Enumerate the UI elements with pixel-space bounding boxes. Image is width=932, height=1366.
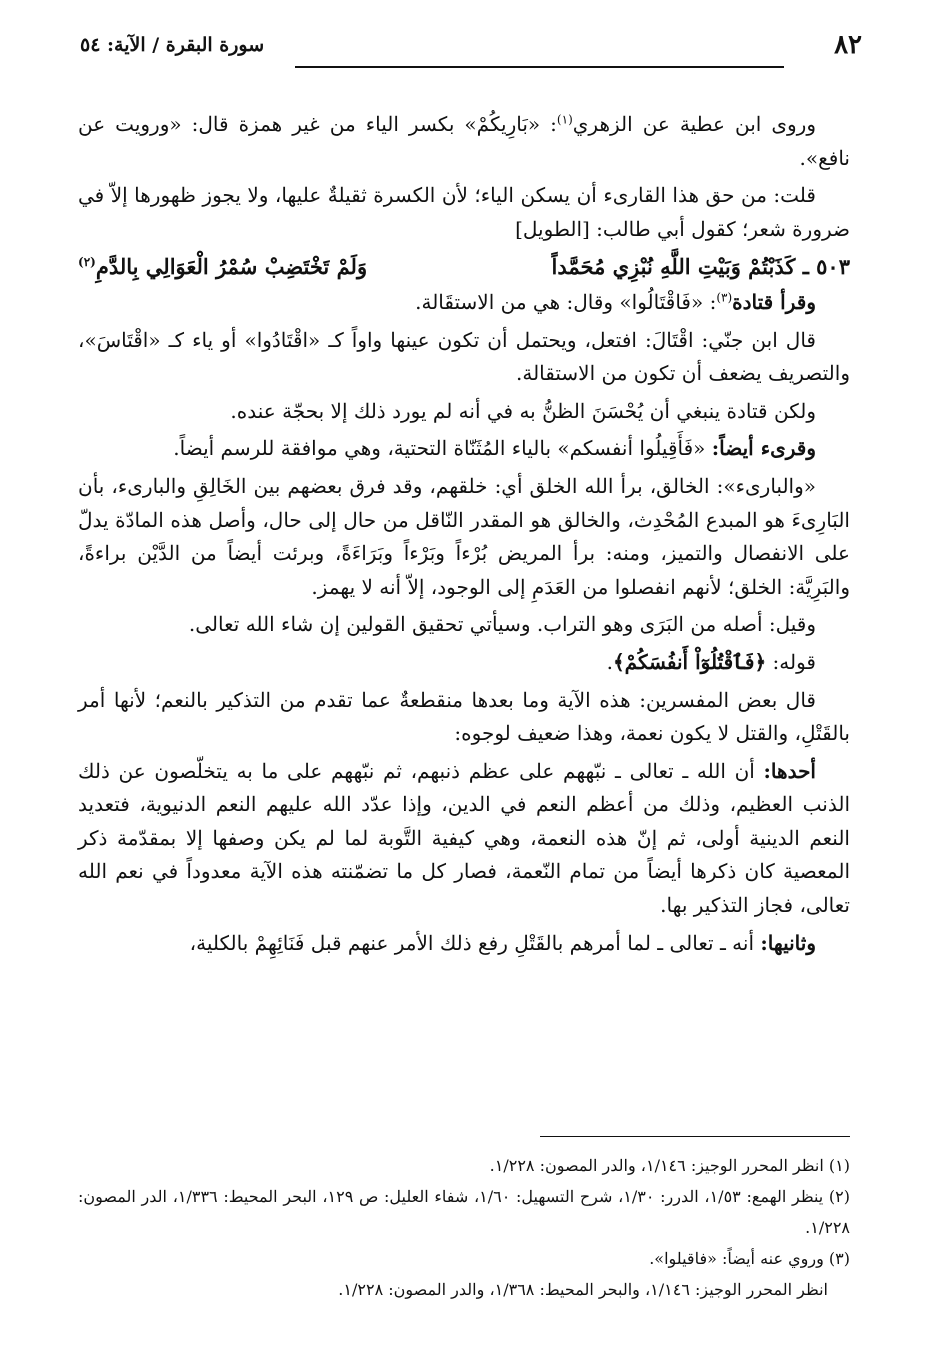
- running-title: سورة البقرة / الآية: ٥٤: [80, 34, 265, 56]
- paragraph: [78, 646, 850, 680]
- paragraph: [78, 286, 850, 320]
- footnote-ref: (٢): [78, 255, 96, 270]
- text: .: [606, 649, 613, 674]
- paragraph: وقيل: أصله من البَرَى وهو التراب. وسيأتي تحقيق القولين إن شاء الله تعالى.: [188, 612, 816, 637]
- verse-number: ٥٠٣ ـ: [802, 254, 850, 280]
- paragraph: قال بعض المفسرين: هذه الآية وما بعدها منقطعةٌ عما تقدم من التذكير بالنعم؛ لأنها أمر بالقَتْلِ، والقتل لا يكون نعمة، وهذا ضعيف لوجوه:: [78, 687, 850, 746]
- verse-first-hemistich: [552, 250, 850, 284]
- paragraph: «والبارىء»: الخالق، برأ الله الخلق أي: خلقهم، وقد فرق بعضهم بين الخَالِقِ والبارىء، بأن البَارِىءَ هو المبدع المُحْدِث، والخالق هو المقدر النّاقل من حال إلى حال، وأصل هذه المادّة يدلّ على الانفصال والتميز، ومنه: برأ المريض بُرْءاً وبَرْءاً وبَرَاءَةً، وبرئت أيضاً من الدَّيْن براءةً، والبَرِيَّة: الخلق؛ لأنهم انفصلوا من العَدَمِ إلى الوجود، إلاّ أنه لا يهمز.: [78, 473, 850, 599]
- text: : «بَارِيكُمْ» بكسر الياء من غير همزة قال: «ورويت عن نافع».: [78, 112, 850, 170]
- text: أنه ـ تعالى ـ لما أمرهم بالقَتْلِ رفع ذلك الأمر عنهم قبل فَنَائِهِمْ بالكلية،: [189, 930, 761, 955]
- footnote-continuation: انظر المحرر الوجيز: ١/١٤٦، والبحر المحيط: ١/٣٦٨، والدر المصون: ١/٢٢٨.: [338, 1280, 828, 1299]
- poetry-verse: [78, 250, 850, 284]
- paragraph: [78, 432, 850, 466]
- paragraph: ولكن قتادة ينبغي أن يُحْسَنَ الظنُّ به في أنه لم يورد ذلك إلا بحجّة عنده.: [230, 398, 816, 423]
- text: وَلَمْ تَخْتَضِبْ سُمْرُ الْعَوَالِي بِالدَّمِ: [95, 254, 368, 280]
- footnote: (٢) ينظر الهمع: ١/٥٣، الدرر: ١/٣٠، شرح التسهيل: ١/٦٠، شفاء العليل: ص ١٢٩، البحر المحيط: ١/٣٣٦، الدر المصون: ١/٢٢٨.: [78, 1187, 851, 1237]
- paragraph: [78, 927, 850, 961]
- paragraph: [78, 108, 850, 175]
- quran-citation: ﴿فَٱقْتُلُوٓاْ أَنفُسَكُمْ﴾: [612, 649, 767, 674]
- text: «فَأَقِيلُوا أنفسكم» بالياء المُثَنّاة التحتية، وهي موافقة للرسم أيضاً.: [173, 436, 712, 461]
- text: أن الله ـ تعالى ـ نبّههم على عظم ذنبهم، ثم نبّههم على ما به يتخلّصون عن ذلك الذنب العظيم، وذلك من أعظم النعم في الدين، وإذا عدّد الله عليهم النعم الدنيوية، فتعديد النعم الدينية أولى، ثم إنّ هذه النعمة، وهي كيفية التَّوبة لما لم يكن وصفها إلا بمقدّمة ذكر المعصية كان ذكرها أيضاً من تمام النّعمة، فصار كل ما تضمّنته هذه الآية معدوداً في نعم الله تعالى، فجاز التذكير بها.: [78, 758, 850, 918]
- page-header: [80, 26, 862, 70]
- footnote-ref: (٣): [716, 290, 733, 305]
- verse-second-hemistich: [78, 250, 367, 284]
- text: : «فَاقْتَالُوا» وقال: هي من الاستقَالة.: [415, 289, 717, 314]
- footnote-ref: (١): [556, 112, 573, 127]
- text: وروى ابن عطية عن الزهري: [572, 112, 816, 136]
- header-rule: [295, 66, 784, 68]
- footnotes: [78, 1150, 850, 1305]
- footnote-separator: [540, 1136, 850, 1137]
- page-number: ٨٢: [834, 30, 862, 60]
- text: وقرأ قتادة: [732, 289, 816, 314]
- footnote: (١) انظر المحرر الوجيز: ١/١٤٦، والدر المصون: ١/٢٢٨.: [489, 1156, 850, 1175]
- text: قوله:: [766, 649, 816, 674]
- text: وقرىء أيضاً:: [711, 436, 816, 461]
- main-text: [78, 108, 850, 964]
- paragraph: قال ابن جنّي: اقْتَالَ: افتعل، ويحتمل أن تكون عينها واواً كـ «اقْتَادُوا» أو ياء كـ «اقْتَاسَ»، والتصريف يضعف أن تكون من الاستقالة.: [78, 327, 850, 386]
- footnote: (٣) وروي عنه أيضاً: «فاقيلوا».: [649, 1249, 850, 1268]
- text: كَذَبْتُمْ وَبَيْتِ اللَّهِ نُبْزِي مُحَمَّداً: [551, 254, 796, 280]
- paragraph: قلت: من حق هذا القارىء أن يسكن الياء؛ لأن الكسرة ثقيلةٌ عليها، ولا يجوز ظهورها إلاّ في ضرورة شعر؛ كقول أبي طالب: [الطويل]: [78, 183, 850, 241]
- paragraph: [78, 755, 850, 923]
- text: وثانيها:: [760, 930, 816, 955]
- text: أحدها:: [763, 758, 816, 783]
